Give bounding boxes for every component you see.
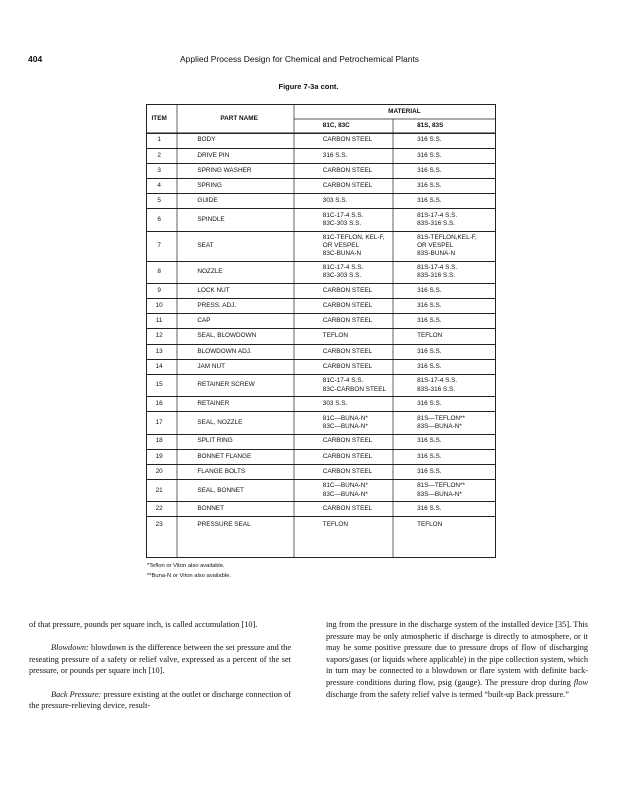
cell-material-81c-83c-line: 303 S.S. [322,400,348,408]
cell-material-81c-83c [314,434,404,449]
page-number: 404 [28,54,43,64]
cell-part-name [172,397,313,412]
cell-part-name [172,299,313,314]
cell-material-81c-83c-line: CARBON STEEL [322,182,373,190]
cell-material-81c-83c-line: CARBON STEEL [322,437,373,445]
note-1: *Teflon or Viton also available. [147,563,225,569]
cell-item [146,133,172,148]
cell-material-81s-83s [404,464,495,479]
cell-part-name-line: DRIVE PIN [197,151,230,159]
cell-part-name-line: SPINDLE [197,215,225,223]
cell-material-81s-83s-line: 316 S.S. [417,362,442,370]
cell-material-81s-83s-line: 316 S.S. [417,467,442,475]
table-row [146,434,495,449]
cell-item-line: 20 [155,467,163,475]
cell-material-81s-83s [404,283,495,298]
cell-material-81c-83c-line: 83C—BUNA-N* [322,422,368,430]
cell-item-line: 14 [155,362,163,370]
cell-item [146,194,172,209]
cell-material-81c-83c-line: CARBON STEEL [322,347,373,355]
cell-item [146,359,172,374]
right-column [326,619,588,712]
cell-item [146,283,172,298]
cell-item [146,412,172,434]
header-81c-83c: 81C, 83C [322,121,350,129]
cell-material-81s-83s-line: 316 S.S. [417,505,442,513]
cell-part-name-line: RETAINER [197,400,230,408]
cell-material-81c-83c [314,148,404,163]
cell-material-81s-83s [404,480,495,502]
cell-material-81s-83s [404,209,495,231]
cell-item [146,209,172,231]
cell-part-name [172,329,313,344]
cell-material-81c-83c [314,179,404,194]
paragraph-back-pressure [29,689,291,712]
left-column [29,619,291,723]
cell-material-81c-83c-line: 81C—BUNA-N* [322,482,368,490]
cell-material-81s-83s [404,502,495,517]
cell-material-81c-83c [314,374,404,396]
cell-part-name [172,464,313,479]
cell-material-81c-83c-line: 316 S.S. [322,151,348,159]
cell-item-line: 15 [155,381,163,389]
cell-item [146,449,172,464]
cell-item-line: 17 [155,418,163,426]
paragraph [326,619,588,700]
cell-material-81c-83c-line: OR VESPEL [322,242,360,250]
cell-material-81c-83c-line: 81C—BUNA-N* [322,414,368,422]
cell-part-name-line: PRESSURE SEAL [197,520,251,528]
cell-part-name-line: SEAL, BONNET [197,486,244,494]
cell-part-name [172,133,313,148]
cell-part-name-line: SEAL, BLOWDOWN [197,332,257,340]
cell-part-name-line: LOCK NUT [197,286,230,294]
cell-material-81s-83s [404,359,495,374]
paragraph: of that pressure, pounds per square inch, is called accumulation [10]. [29,620,258,629]
cell-material-81c-83c-line: CARBON STEEL [322,467,373,475]
cell-part-name-line: JAM NUT [197,362,226,370]
cell-material-81c-83c [314,464,404,479]
cell-material-81c-83c-line: 83C—BUNA-N* [322,490,368,498]
cell-material-81c-83c-line: 83C-CARBON STEEL [322,385,387,393]
table-row [146,299,495,314]
cell-item [146,179,172,194]
cell-part-name-line: BLOWDOWN ADJ. [197,347,252,355]
cell-material-81s-83s-line: 316 S.S. [417,452,442,460]
cell-material-81s-83s-line: 83S-316 S.S. [417,220,456,228]
cell-item-line: 18 [155,437,163,445]
cell-material-81s-83s [404,374,495,396]
cell-part-name [172,283,313,298]
cell-material-81c-83c [314,449,404,464]
cell-material-81s-83s [404,329,495,344]
cell-part-name-line: SPRING [197,182,222,190]
cell-material-81c-83c [314,133,404,148]
cell-material-81s-83s-line: 316 S.S. [417,166,442,174]
cell-material-81s-83s [404,314,495,329]
table-row [146,374,495,396]
cell-material-81s-83s [404,434,495,449]
cell-item-line: 4 [157,182,161,190]
note-2: **Buna-N or Viton also available. [147,572,231,579]
cell-part-name [172,261,313,283]
cell-material-81c-83c [314,283,404,298]
cell-material-81c-83c-line: 83C-303 S.S. [322,272,362,280]
table-row [146,283,495,298]
cell-item [146,374,172,396]
cell-item [146,231,172,261]
cell-item-line: 11 [155,317,163,325]
cell-material-81s-83s [404,231,495,261]
cell-part-name [172,412,313,434]
cell-material-81s-83s-line: 316 S.S. [417,301,442,309]
cell-material-81c-83c-line: 81C-TEFLON, KEL-F, [322,233,385,241]
cell-material-81c-83c [314,209,404,231]
header-part-name: PART NAME [220,114,258,122]
cell-material-81s-83s-line: TEFLON [417,520,443,528]
table-row [146,464,495,479]
cell-material-81s-83s-line: 81S-TEFLON,KEL-F, [417,233,477,241]
cell-material-81s-83s [404,299,495,314]
table-row [146,449,495,464]
cell-material-81s-83s-line: 316 S.S. [417,400,442,408]
cell-item [146,314,172,329]
cell-material-81c-83c [314,359,404,374]
cell-part-name [172,314,313,329]
table-row [146,397,495,412]
cell-material-81c-83c [314,344,404,359]
table-row [146,314,495,329]
cell-material-81c-83c [314,517,404,532]
cell-material-81s-83s [404,133,495,148]
cell-item-line: 1 [157,136,161,144]
paragraph-blowdown [29,642,291,677]
cell-material-81s-83s [404,344,495,359]
cell-material-81s-83s [404,148,495,163]
table-row [146,194,495,209]
cell-material-81s-83s [404,449,495,464]
cell-item-line: 12 [155,332,163,340]
cell-material-81c-83c-line: CARBON STEEL [322,286,373,294]
cell-material-81s-83s-line: 316 S.S. [417,347,442,355]
cell-part-name [172,502,313,517]
term-back-pressure: Back Pressure: [51,689,102,699]
cell-material-81s-83s-line: TEFLON [417,332,443,340]
table-row [146,502,495,517]
cell-material-81c-83c-line: 303 S.S. [322,197,348,205]
term-flow: flow [573,677,588,687]
cell-item [146,329,172,344]
cell-material-81s-83s-line: 83S—BUNA-N* [417,490,462,498]
cell-material-81s-83s-line: 83S—BUNA-N* [417,422,462,430]
cell-material-81s-83s-line: 316 S.S. [417,437,442,445]
cell-part-name-line: CAP [197,317,211,325]
cell-material-81c-83c-line: 83C-303 S.S. [322,220,362,228]
cell-item-line: 5 [157,197,161,205]
cell-item [146,464,172,479]
cell-material-81s-83s-line: 81S—TEFLON** [417,414,466,422]
cell-material-81s-83s [404,163,495,178]
cell-material-81c-83c-line: CARBON STEEL [322,317,373,325]
cell-item-line: 10 [155,301,163,309]
table-row [146,133,495,148]
cell-part-name [172,163,313,178]
table-notes [147,562,231,581]
cell-material-81c-83c-line: CARBON STEEL [322,362,373,370]
table-row [146,261,495,283]
cell-material-81s-83s-line: 81S-17-4 S.S. [417,377,458,385]
cell-material-81c-83c [314,397,404,412]
cell-part-name-line: SEAL, NOZZLE [197,418,243,426]
table-row [146,359,495,374]
cell-part-name-line: SPRING WASHER [197,166,252,174]
cell-part-name [172,344,313,359]
cell-part-name-line: RETAINER SCREW [197,381,255,389]
table-body [146,133,495,532]
cell-material-81s-83s [404,194,495,209]
cell-item-line: 9 [157,286,161,294]
cell-item-line: 21 [155,486,163,494]
cell-material-81c-83c [314,314,404,329]
cell-material-81c-83c-line: 83C-BUNA-N [322,250,362,258]
cell-material-81c-83c [314,502,404,517]
cell-material-81s-83s-line: 316 S.S. [417,317,442,325]
cell-material-81s-83s-line: 83S-BUNA-N [417,250,456,258]
table-row [146,480,495,502]
table-row [146,179,495,194]
cell-material-81c-83c [314,231,404,261]
cell-part-name-line: FLANGE BOLTS [197,467,246,475]
cell-material-81c-83c-line: CARBON STEEL [322,505,373,513]
cell-part-name-line: NOZZLE [197,268,223,276]
cell-item-line: 13 [155,347,163,355]
cell-item-line: 16 [155,400,163,408]
cell-part-name [172,359,313,374]
cell-item [146,434,172,449]
cell-material-81s-83s-line: 316 S.S. [417,286,442,294]
table-row [146,412,495,434]
cell-material-81c-83c-line: CARBON STEEL [322,452,373,460]
page-header [0,54,617,68]
cell-part-name-line: SPLIT RING [197,437,233,445]
cell-material-81s-83s [404,179,495,194]
cell-item [146,163,172,178]
cell-part-name [172,194,313,209]
text-after: discharge from the safety relief valve is termed “built-up Back pressure.” [326,689,569,699]
cell-material-81c-83c-line: TEFLON [322,332,349,340]
cell-material-81c-83c-line: CARBON STEEL [322,301,373,309]
cell-part-name [172,179,313,194]
cell-material-81c-83c-line: TEFLON [322,520,349,528]
cell-material-81s-83s-line: 316 S.S. [417,182,442,190]
cell-material-81s-83s-line: 81S-17-4 S.S. [417,211,458,219]
cell-item-line: 22 [155,505,163,513]
text-before: ing from the pressure in the discharge system of the installed device [35]. This pressure may be only atmospheric if discharge is directly to atmosphere, or it may be some positive pressure due to pressure drops of flow of discharging vapors/gases (or liquids where applicable) in the pipe collection system, which in turn may be connected to a blowdown or flare system with definite back-pressure conditions during flow, psig (gauge). The pressure drop during [326,620,588,687]
cell-material-81s-83s [404,517,495,532]
cell-material-81s-83s-line: 316 S.S. [417,197,442,205]
cell-item [146,397,172,412]
cell-material-81s-83s-line: 83S-316 S.S. [417,272,456,280]
table-row [146,517,495,532]
text-blowdown: blowdown is the difference between the set pressure and the reseating pressure of a safety or relief valve, expressed as a percent of the set pressure, or pounds per square inch [10]. [29,643,291,676]
cell-material-81s-83s [404,412,495,434]
cell-item-line: 2 [157,151,161,159]
cell-material-81s-83s [404,397,495,412]
header-81s-83s: 81S, 83S [417,121,444,129]
cell-part-name-line: BONNET [197,505,224,513]
cell-part-name [172,231,313,261]
cell-item-line: 6 [157,215,161,223]
table-row [146,231,495,261]
cell-part-name [172,209,313,231]
cell-item [146,148,172,163]
cell-part-name [172,434,313,449]
figure-caption: Figure 7-3a cont. [278,82,339,91]
cell-part-name [172,480,313,502]
cell-part-name [172,449,313,464]
cell-material-81c-83c-line: CARBON STEEL [322,166,373,174]
table-row [146,148,495,163]
cell-item-line: 19 [155,452,163,460]
cell-part-name-line: SEAT [197,242,214,250]
table-row [146,344,495,359]
cell-material-81s-83s-line: 316 S.S. [417,136,442,144]
cell-part-name [172,517,313,532]
cell-material-81c-83c [314,163,404,178]
cell-part-name-line: BONNET FLANGE [197,452,252,460]
cell-item [146,261,172,283]
materials-table [146,105,495,532]
cell-material-81s-83s [404,261,495,283]
cell-item-line: 3 [157,166,161,174]
cell-material-81c-83c [314,261,404,283]
cell-part-name-line: PRESS. ADJ. [197,301,237,309]
table-row [146,163,495,178]
cell-material-81c-83c [314,412,404,434]
running-title: Applied Process Design for Chemical and Petrochemical Plants [180,54,420,64]
cell-material-81c-83c-line: 81C-17-4 S.S. [322,211,364,219]
cell-item [146,502,172,517]
cell-item [146,517,172,532]
cell-material-81c-83c [314,329,404,344]
cell-material-81c-83c-line: 81C-17-4 S.S. [322,264,364,272]
cell-material-81s-83s-line: OR VESPEL [417,242,454,250]
cell-material-81s-83s-line: 316 S.S. [417,151,442,159]
cell-item [146,344,172,359]
table-row [146,329,495,344]
cell-material-81c-83c [314,480,404,502]
cell-item-line: 7 [157,242,161,250]
cell-part-name-line: BODY [197,136,216,144]
cell-item [146,480,172,502]
cell-material-81s-83s-line: 81S-17-4 S.S. [417,264,458,272]
cell-item-line: 8 [157,268,161,276]
cell-material-81c-83c [314,299,404,314]
cell-material-81s-83s-line: 81S—TEFLON** [417,482,466,490]
header-material: MATERIAL [388,107,421,115]
cell-item [146,299,172,314]
cell-part-name [172,148,313,163]
cell-material-81c-83c-line: 81C-17-4 S.S. [322,377,364,385]
cell-material-81c-83c [314,194,404,209]
text-back-pressure: pressure existing at the outlet or discharge connection of the pressure-relieving device, result- [29,689,291,711]
cell-material-81c-83c-line: CARBON STEEL [322,136,373,144]
cell-part-name [172,374,313,396]
table-row [146,209,495,231]
header-item: ITEM [151,114,167,122]
cell-item-line: 23 [155,520,163,528]
cell-part-name-line: GUIDE [197,197,218,205]
cell-material-81s-83s-line: 83S-316 S.S. [417,385,456,393]
term-blowdown: Blowdown: [51,643,89,653]
